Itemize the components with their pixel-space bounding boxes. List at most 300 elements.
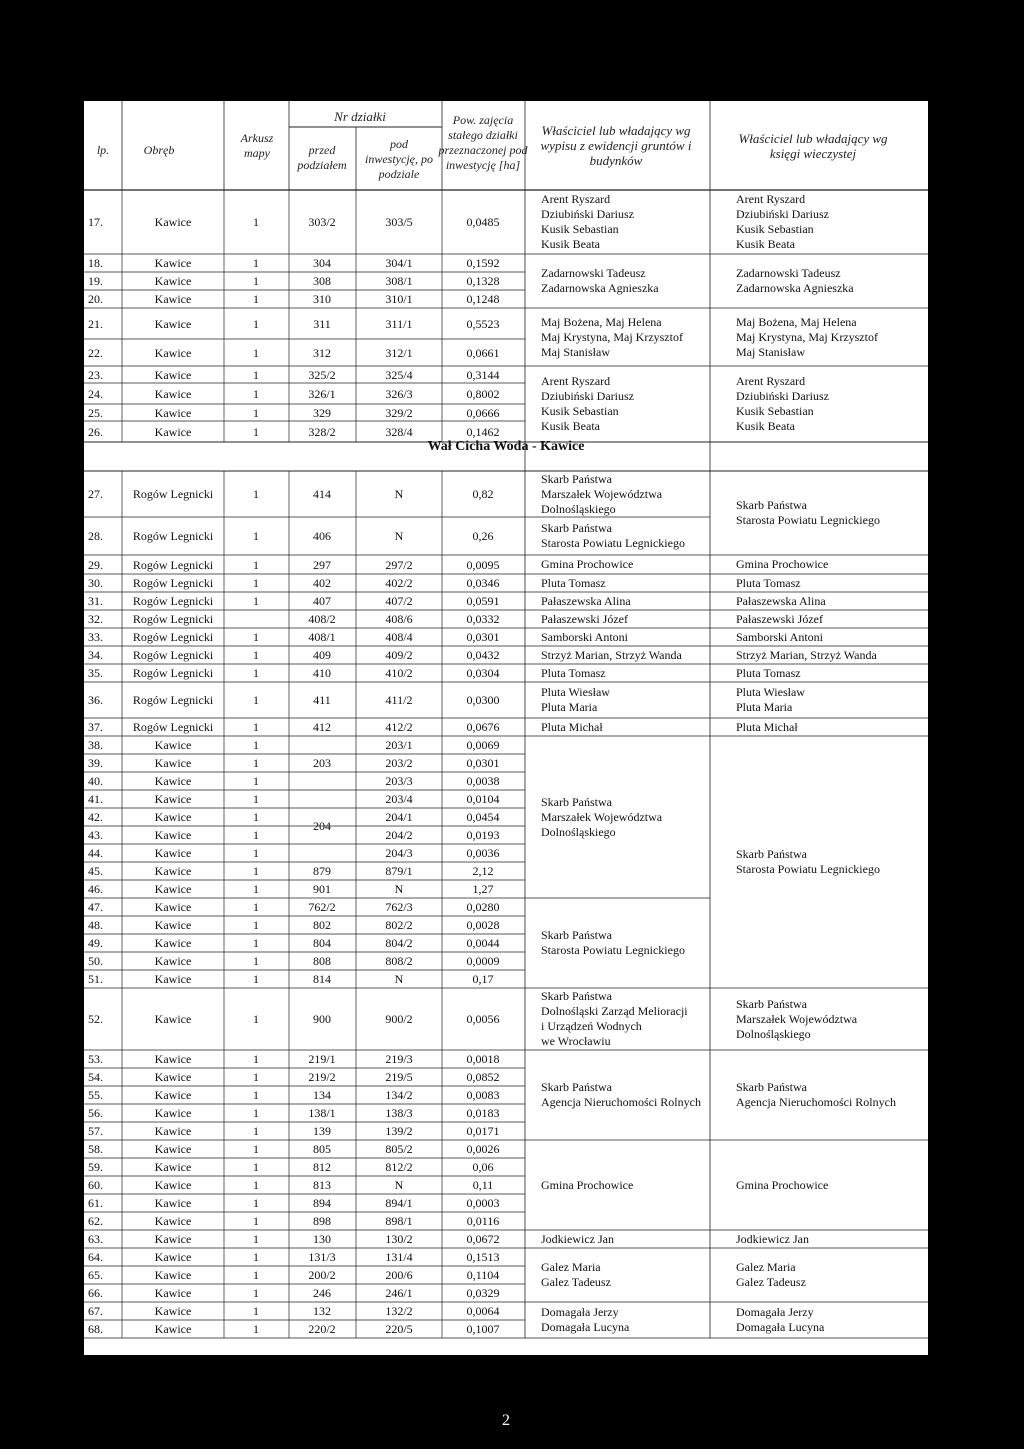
cell-lp: 55. bbox=[88, 1088, 103, 1102]
cell-po: 203/1 bbox=[385, 738, 413, 752]
cell-ark: 1 bbox=[253, 256, 259, 270]
cell-obreb: Kawice bbox=[154, 882, 192, 896]
cell-ark: 1 bbox=[253, 792, 259, 806]
cell-po: N bbox=[394, 487, 404, 501]
cell-obreb: Kawice bbox=[154, 1178, 192, 1192]
owner-line: Pluta Maria bbox=[541, 700, 598, 714]
cell-ark: 1 bbox=[253, 345, 259, 360]
owner-line: Galez Maria bbox=[541, 1260, 601, 1274]
cell-po: 303/5 bbox=[385, 215, 413, 229]
cell-przed: 303/2 bbox=[308, 215, 336, 229]
cell-obreb: Kawice bbox=[154, 846, 192, 860]
cell-lp: 30. bbox=[88, 576, 103, 590]
cell-obreb: Rogów Legnicki bbox=[132, 557, 214, 572]
cell-lp: 64. bbox=[88, 1250, 103, 1264]
cell-pow: 0,11 bbox=[472, 1178, 494, 1192]
cell-ark: 1 bbox=[253, 367, 259, 382]
owner-line: Pluta Tomasz bbox=[541, 665, 606, 680]
cell-po: 131/4 bbox=[385, 1250, 413, 1264]
cell-obreb: Kawice bbox=[154, 316, 192, 331]
cell-lp: 63. bbox=[88, 1232, 103, 1246]
cell-lp: 29. bbox=[88, 557, 103, 572]
cell-przed: 130 bbox=[313, 1232, 331, 1246]
cell-przed: 804 bbox=[313, 936, 331, 950]
owner-line: Kusik Beata bbox=[736, 419, 795, 433]
owner-line: Starosta Powiatu Legnickiego bbox=[736, 513, 880, 527]
cell-po: 139/2 bbox=[385, 1124, 413, 1138]
owner-line: Skarb Państwa bbox=[541, 1080, 612, 1094]
cell-ark: 1 bbox=[253, 720, 259, 734]
header-pow: Pow. zajęcia stałego działki przeznaczonej pod inwestycję [ha] bbox=[438, 113, 528, 172]
owner-line: Domagała Jerzy bbox=[736, 1305, 814, 1319]
cell-po: N bbox=[394, 529, 404, 543]
cell-przed: 311 bbox=[313, 316, 331, 331]
cell-przed: 808 bbox=[313, 954, 331, 968]
cell-pow: 0,1462 bbox=[466, 424, 500, 439]
header-wlasciciel-ksiegi: Właściciel lub władający wg księgi wieczystej bbox=[738, 131, 888, 161]
cell-obreb: Kawice bbox=[154, 1106, 192, 1120]
owner-line: Gmina Prochowice bbox=[541, 557, 634, 571]
cell-pow: 0,0329 bbox=[466, 1286, 500, 1300]
cell-obreb: Kawice bbox=[154, 1012, 192, 1026]
owner-line: Skarb Państwa bbox=[541, 471, 612, 486]
cell-obreb: Kawice bbox=[154, 345, 192, 360]
owner-line: Kusik Sebastian bbox=[736, 404, 814, 418]
cell-pow: 0,0666 bbox=[466, 405, 500, 420]
cell-po: 246/1 bbox=[385, 1286, 413, 1300]
cell-przed: 219/2 bbox=[308, 1070, 336, 1084]
owner-line: Arent Ryszard bbox=[541, 192, 611, 206]
cell-pow: 0,0003 bbox=[466, 1196, 500, 1210]
cell-przed: 408/2 bbox=[308, 612, 336, 626]
owner-line: Zadarnowska Agnieszka bbox=[736, 281, 854, 295]
cell-po: 203/2 bbox=[385, 756, 413, 770]
cell-lp: 26. bbox=[88, 424, 103, 439]
cell-przed: 200/2 bbox=[308, 1268, 336, 1282]
cell-ark: 1 bbox=[253, 1052, 259, 1066]
cell-ark: 1 bbox=[253, 1196, 259, 1210]
cell-przed: 204 bbox=[313, 819, 331, 833]
cell-po: 879/1 bbox=[385, 864, 413, 878]
cell-obreb: Kawice bbox=[154, 367, 192, 382]
cell-obreb: Rogów Legnicki bbox=[132, 529, 214, 543]
cell-obreb: Rogów Legnicki bbox=[132, 487, 214, 501]
header-wlasciciel-ewid: Właściciel lub władający wg wypisu z ewidencji gruntów i budynków bbox=[540, 123, 692, 168]
cell-obreb: Kawice bbox=[154, 1304, 192, 1318]
cell-przed: 297 bbox=[313, 557, 331, 572]
owner-line: Dziubiński Dariusz bbox=[541, 207, 634, 221]
cell-obreb: Rogów Legnicki bbox=[132, 648, 214, 662]
cell-po: N bbox=[394, 1178, 404, 1192]
cell-lp: 28. bbox=[88, 529, 103, 543]
owner-line: Dziubiński Dariusz bbox=[736, 389, 829, 403]
cell-przed: 410 bbox=[313, 666, 331, 680]
cell-ark: 1 bbox=[253, 292, 259, 306]
cell-lp: 32. bbox=[88, 612, 103, 626]
cell-obreb: Kawice bbox=[154, 1160, 192, 1174]
owner-line: Kusik Sebastian bbox=[541, 222, 619, 236]
cell-pow: 0,0083 bbox=[466, 1088, 500, 1102]
owner-line: Skarb Państwa bbox=[736, 1080, 807, 1094]
owner-line: Pałaszewska Alina bbox=[736, 593, 826, 608]
cell-ark: 1 bbox=[253, 557, 259, 572]
cell-przed: 220/2 bbox=[308, 1322, 336, 1336]
owner-line: Gmina Prochowice bbox=[541, 1177, 634, 1192]
cell-lp: 17. bbox=[88, 215, 103, 229]
cell-po: 894/1 bbox=[385, 1196, 413, 1210]
cell-ark: 1 bbox=[253, 1268, 259, 1282]
cell-przed: 312 bbox=[313, 345, 331, 360]
cell-ark: 1 bbox=[253, 1232, 259, 1246]
cell-pow: 0,0116 bbox=[466, 1214, 500, 1228]
cell-po: 409/2 bbox=[385, 648, 413, 662]
cell-lp: 67. bbox=[88, 1304, 103, 1318]
cell-pow: 0,0301 bbox=[466, 630, 500, 644]
owner-line: Pluta Tomasz bbox=[736, 665, 801, 680]
owner-line: Pluta Maria bbox=[736, 700, 793, 714]
cell-lp: 36. bbox=[88, 693, 103, 707]
cell-pow: 0,0332 bbox=[466, 612, 500, 626]
owner-line: Pluta Wiesław bbox=[736, 685, 805, 699]
cell-przed: 802 bbox=[313, 918, 331, 932]
owner-line: Galez Maria bbox=[736, 1260, 796, 1274]
cell-obreb: Kawice bbox=[154, 215, 192, 229]
cell-pow: 0,0095 bbox=[466, 557, 500, 572]
cell-przed: 414 bbox=[313, 487, 331, 501]
page-number: 2 bbox=[502, 1412, 510, 1429]
owner-line: Marszałek Województwa bbox=[541, 486, 663, 501]
cell-obreb: Rogów Legnicki bbox=[132, 576, 214, 590]
cell-lp: 51. bbox=[88, 972, 103, 986]
cell-obreb: Kawice bbox=[154, 738, 192, 752]
cell-lp: 27. bbox=[88, 487, 103, 501]
cell-po: 410/2 bbox=[385, 666, 413, 680]
cell-obreb: Kawice bbox=[154, 1088, 192, 1102]
cell-przed: 329 bbox=[313, 405, 331, 420]
owner-line: Skarb Państwa bbox=[541, 794, 612, 809]
cell-przed: 406 bbox=[313, 529, 331, 543]
cell-ark: 1 bbox=[253, 1322, 259, 1336]
cell-pow: 0,0026 bbox=[466, 1142, 500, 1156]
cell-po: 204/2 bbox=[385, 828, 413, 842]
cell-pow: 0,1104 bbox=[466, 1268, 500, 1282]
cell-ark: 1 bbox=[253, 918, 259, 932]
owner-line: Dolnośląskiego bbox=[541, 824, 616, 839]
cell-lp: 20. bbox=[88, 292, 103, 306]
cell-ark: 1 bbox=[253, 1088, 259, 1102]
cell-lp: 49. bbox=[88, 936, 103, 950]
cell-pow: 0,0183 bbox=[466, 1106, 500, 1120]
cell-lp: 24. bbox=[88, 386, 103, 401]
cell-obreb: Kawice bbox=[154, 864, 192, 878]
cell-przed: 246 bbox=[313, 1286, 331, 1300]
cell-po: 304/1 bbox=[385, 256, 413, 270]
cell-przed: 326/1 bbox=[308, 386, 336, 401]
cell-obreb: Rogów Legnicki bbox=[132, 630, 214, 644]
owner-line: Galez Tadeusz bbox=[541, 1275, 611, 1289]
cell-lp: 34. bbox=[88, 648, 103, 662]
cell-pow: 0,0028 bbox=[466, 918, 500, 932]
owner-line: Dziubiński Dariusz bbox=[736, 207, 829, 221]
owner-line: Marszałek Województwa bbox=[736, 1011, 858, 1026]
cell-ark: 1 bbox=[253, 648, 259, 662]
cell-przed: 894 bbox=[313, 1196, 331, 1210]
cell-ark: 1 bbox=[253, 386, 259, 401]
owner-line: Arent Ryszard bbox=[736, 374, 806, 388]
cell-obreb: Kawice bbox=[154, 954, 192, 968]
owner-line: Arent Ryszard bbox=[736, 192, 806, 206]
cell-lp: 42. bbox=[88, 810, 103, 824]
cell-po: 311/1 bbox=[385, 316, 413, 331]
cell-pow: 0,1248 bbox=[466, 292, 500, 306]
owner-line: Skarb Państwa bbox=[736, 996, 807, 1011]
cell-ark: 1 bbox=[253, 954, 259, 968]
cell-lp: 38. bbox=[88, 738, 103, 752]
cell-ark: 1 bbox=[253, 1250, 259, 1264]
header-arkusz: Arkusz mapy bbox=[240, 131, 274, 160]
cell-po: 220/5 bbox=[385, 1322, 413, 1336]
cell-po: N bbox=[394, 882, 404, 896]
cell-po: 130/2 bbox=[385, 1232, 413, 1246]
owner-line: Starosta Powiatu Legnickiego bbox=[541, 536, 685, 550]
cell-pow: 0,0432 bbox=[466, 648, 500, 662]
owner-line: Zadarnowska Agnieszka bbox=[541, 281, 659, 295]
cell-pow: 0,8002 bbox=[466, 386, 500, 401]
cell-pow: 0,0104 bbox=[466, 792, 500, 806]
owner-line: Skarb Państwa bbox=[736, 498, 807, 512]
cell-przed: 407 bbox=[313, 594, 331, 608]
cell-lp: 50. bbox=[88, 954, 103, 968]
cell-po: 219/3 bbox=[385, 1052, 413, 1066]
cell-lp: 33. bbox=[88, 630, 103, 644]
cell-obreb: Kawice bbox=[154, 1070, 192, 1084]
owner-line: Marszałek Województwa bbox=[541, 809, 663, 824]
cell-ark: 1 bbox=[253, 1286, 259, 1300]
cell-po: 204/1 bbox=[385, 810, 413, 824]
cell-po: 134/2 bbox=[385, 1088, 413, 1102]
cell-przed: 813 bbox=[313, 1178, 331, 1192]
cell-obreb: Rogów Legnicki bbox=[132, 720, 214, 734]
owner-line: Zadarnowski Tadeusz bbox=[541, 266, 646, 280]
cell-lp: 25. bbox=[88, 405, 103, 420]
cell-ark: 1 bbox=[253, 316, 259, 331]
cell-lp: 21. bbox=[88, 316, 103, 331]
cell-lp: 41. bbox=[88, 792, 103, 806]
cell-obreb: Kawice bbox=[154, 1286, 192, 1300]
cell-pow: 0,0064 bbox=[466, 1304, 500, 1318]
cell-przed: 308 bbox=[313, 274, 331, 288]
cell-obreb: Kawice bbox=[154, 810, 192, 824]
cell-ark: 1 bbox=[253, 846, 259, 860]
owner-line: Galez Tadeusz bbox=[736, 1275, 806, 1289]
owner-line: Gmina Prochowice bbox=[736, 1177, 829, 1192]
cell-obreb: Kawice bbox=[154, 828, 192, 842]
cell-przed: 219/1 bbox=[308, 1052, 336, 1066]
owner-line: we Wrocławiu bbox=[541, 1034, 611, 1048]
cell-ark: 1 bbox=[253, 900, 259, 914]
cell-pow: 0,0852 bbox=[466, 1070, 500, 1084]
owner-line: Kusik Beata bbox=[736, 237, 795, 251]
cell-ark: 1 bbox=[253, 972, 259, 986]
owner-line: Maj Krystyna, Maj Krzysztof bbox=[541, 329, 683, 344]
cell-przed: 328/2 bbox=[308, 424, 336, 439]
cell-lp: 23. bbox=[88, 367, 103, 382]
cell-przed: 900 bbox=[313, 1012, 331, 1026]
cell-ark: 1 bbox=[253, 576, 259, 590]
owner-line: Domagała Jerzy bbox=[541, 1305, 619, 1319]
cell-po: 325/4 bbox=[385, 367, 413, 382]
cell-pow: 0,5523 bbox=[466, 316, 500, 331]
owner-line: Dziubiński Dariusz bbox=[541, 389, 634, 403]
header-lp: lp. bbox=[96, 143, 110, 157]
owner-line: Pluta Tomasz bbox=[736, 575, 801, 590]
cell-po: 329/2 bbox=[385, 405, 413, 420]
owner-line: Skarb Państwa bbox=[541, 928, 612, 942]
cell-obreb: Kawice bbox=[154, 900, 192, 914]
cell-pow: 0,17 bbox=[472, 972, 494, 986]
cell-po: 310/1 bbox=[385, 292, 413, 306]
owner-line: Arent Ryszard bbox=[541, 374, 611, 388]
cell-ark: 1 bbox=[253, 1106, 259, 1120]
cell-przed: 409 bbox=[313, 648, 331, 662]
owner-line: Jodkiewicz Jan bbox=[541, 1231, 614, 1246]
header-przed: przed podziałem bbox=[297, 143, 347, 172]
cell-obreb: Rogów Legnicki bbox=[132, 693, 214, 707]
cell-lp: 57. bbox=[88, 1124, 103, 1138]
cell-pow: 0,0069 bbox=[466, 738, 500, 752]
owner-line: Kusik Beata bbox=[541, 237, 600, 251]
cell-po: 898/1 bbox=[385, 1214, 413, 1228]
cell-ark: 1 bbox=[253, 405, 259, 420]
cell-po: 900/2 bbox=[385, 1012, 413, 1026]
cell-pow: 0,0672 bbox=[466, 1232, 500, 1246]
cell-po: 407/2 bbox=[385, 594, 413, 608]
cell-przed: 762/2 bbox=[308, 900, 336, 914]
cell-ark: 1 bbox=[253, 1178, 259, 1192]
cell-pow: 0,1328 bbox=[466, 274, 500, 288]
cell-lp: 52. bbox=[88, 1012, 103, 1026]
cell-pow: 1,27 bbox=[472, 882, 494, 896]
owner-line: Pałaszewska Alina bbox=[541, 593, 631, 608]
cell-ark: 1 bbox=[253, 1214, 259, 1228]
cell-obreb: Kawice bbox=[154, 1052, 192, 1066]
cell-po: 805/2 bbox=[385, 1142, 413, 1156]
cell-ark: 1 bbox=[253, 1012, 259, 1026]
cell-lp: 48. bbox=[88, 918, 103, 932]
cell-lp: 58. bbox=[88, 1142, 103, 1156]
cell-ark: 1 bbox=[253, 693, 259, 707]
owner-line: Strzyż Marian, Strzyż Wanda bbox=[541, 647, 682, 662]
cell-lp: 43. bbox=[88, 828, 103, 842]
owner-line: Samborski Antoni bbox=[541, 629, 629, 644]
cell-obreb: Kawice bbox=[154, 1124, 192, 1138]
owner-line: Samborski Antoni bbox=[736, 629, 824, 644]
cell-przed: 325/2 bbox=[308, 367, 336, 382]
header-pod: pod inwestycję, po podziale bbox=[365, 137, 433, 181]
cell-przed: 139 bbox=[313, 1124, 331, 1138]
cell-lp: 39. bbox=[88, 756, 103, 770]
cell-ark: 1 bbox=[253, 828, 259, 842]
cell-po: 408/6 bbox=[385, 612, 413, 626]
cell-pow: 0,0676 bbox=[466, 720, 500, 734]
cell-przed: 814 bbox=[313, 972, 331, 986]
owner-line: Maj Bożena, Maj Helena bbox=[736, 314, 857, 329]
cell-ark: 1 bbox=[253, 1160, 259, 1174]
cell-przed: 879 bbox=[313, 864, 331, 878]
cell-ark: 1 bbox=[253, 529, 259, 543]
cell-obreb: Kawice bbox=[154, 1322, 192, 1336]
cell-po: 132/2 bbox=[385, 1304, 413, 1318]
cell-pow: 0,0044 bbox=[466, 936, 500, 950]
cell-ark: 1 bbox=[253, 1142, 259, 1156]
cell-po: 408/4 bbox=[385, 630, 413, 644]
cell-pow: 0,3144 bbox=[466, 367, 500, 382]
cell-ark: 1 bbox=[253, 666, 259, 680]
cell-przed: 901 bbox=[313, 882, 331, 896]
cell-lp: 68. bbox=[88, 1322, 103, 1336]
owner-line: Jodkiewicz Jan bbox=[736, 1231, 809, 1246]
cell-lp: 40. bbox=[88, 774, 103, 788]
cell-ark: 1 bbox=[253, 810, 259, 824]
cell-przed: 138/1 bbox=[308, 1106, 336, 1120]
cell-przed: 310 bbox=[313, 292, 331, 306]
cell-lp: 22. bbox=[88, 345, 103, 360]
cell-pow: 0,0193 bbox=[466, 828, 500, 842]
cell-obreb: Kawice bbox=[154, 424, 192, 439]
cell-obreb: Kawice bbox=[154, 405, 192, 420]
cell-obreb: Kawice bbox=[154, 1268, 192, 1282]
cell-przed: 402 bbox=[313, 576, 331, 590]
owner-line: Maj Stanisław bbox=[736, 344, 805, 359]
cell-przed: 805 bbox=[313, 1142, 331, 1156]
cell-ark: 1 bbox=[253, 1070, 259, 1084]
cell-lp: 19. bbox=[88, 274, 103, 288]
cell-przed: 304 bbox=[313, 256, 331, 270]
cell-pow: 0,0038 bbox=[466, 774, 500, 788]
cell-po: 297/2 bbox=[385, 557, 413, 572]
cell-lp: 31. bbox=[88, 594, 103, 608]
cell-po: 204/3 bbox=[385, 846, 413, 860]
cell-lp: 37. bbox=[88, 720, 103, 734]
cell-pow: 0,0018 bbox=[466, 1052, 500, 1066]
owner-line: i Urządzeń Wodnych bbox=[541, 1019, 642, 1033]
cell-pow: 0,0454 bbox=[466, 810, 500, 824]
cell-obreb: Kawice bbox=[154, 1196, 192, 1210]
cell-pow: 0,82 bbox=[472, 487, 494, 501]
owner-line: Pluta Tomasz bbox=[541, 575, 606, 590]
cell-obreb: Kawice bbox=[154, 256, 192, 270]
cell-pow: 0,0485 bbox=[466, 215, 500, 229]
cell-po: 200/6 bbox=[385, 1268, 413, 1282]
owner-line: Kusik Sebastian bbox=[541, 404, 619, 418]
cell-obreb: Kawice bbox=[154, 1232, 192, 1246]
cell-obreb: Rogów Legnicki bbox=[132, 594, 214, 608]
cell-pow: 0,0301 bbox=[466, 756, 500, 770]
cell-po: 326/3 bbox=[385, 386, 413, 401]
cell-pow: 0,0009 bbox=[466, 954, 500, 968]
cell-pow: 0,0304 bbox=[466, 666, 500, 680]
owner-line: Dolnośląski Zarząd Melioracji bbox=[541, 1004, 688, 1018]
cell-ark: 1 bbox=[253, 738, 259, 752]
cell-przed: 132 bbox=[313, 1304, 331, 1318]
owner-line: Starosta Powiatu Legnickiego bbox=[736, 862, 880, 876]
cell-ark: 1 bbox=[253, 864, 259, 878]
cell-pow: 0,1592 bbox=[466, 256, 500, 270]
owner-line: Agencja Nieruchomości Rolnych bbox=[736, 1095, 896, 1109]
owner-line: Agencja Nieruchomości Rolnych bbox=[541, 1095, 701, 1109]
cell-ark: 1 bbox=[253, 774, 259, 788]
cell-przed: 412 bbox=[313, 720, 331, 734]
